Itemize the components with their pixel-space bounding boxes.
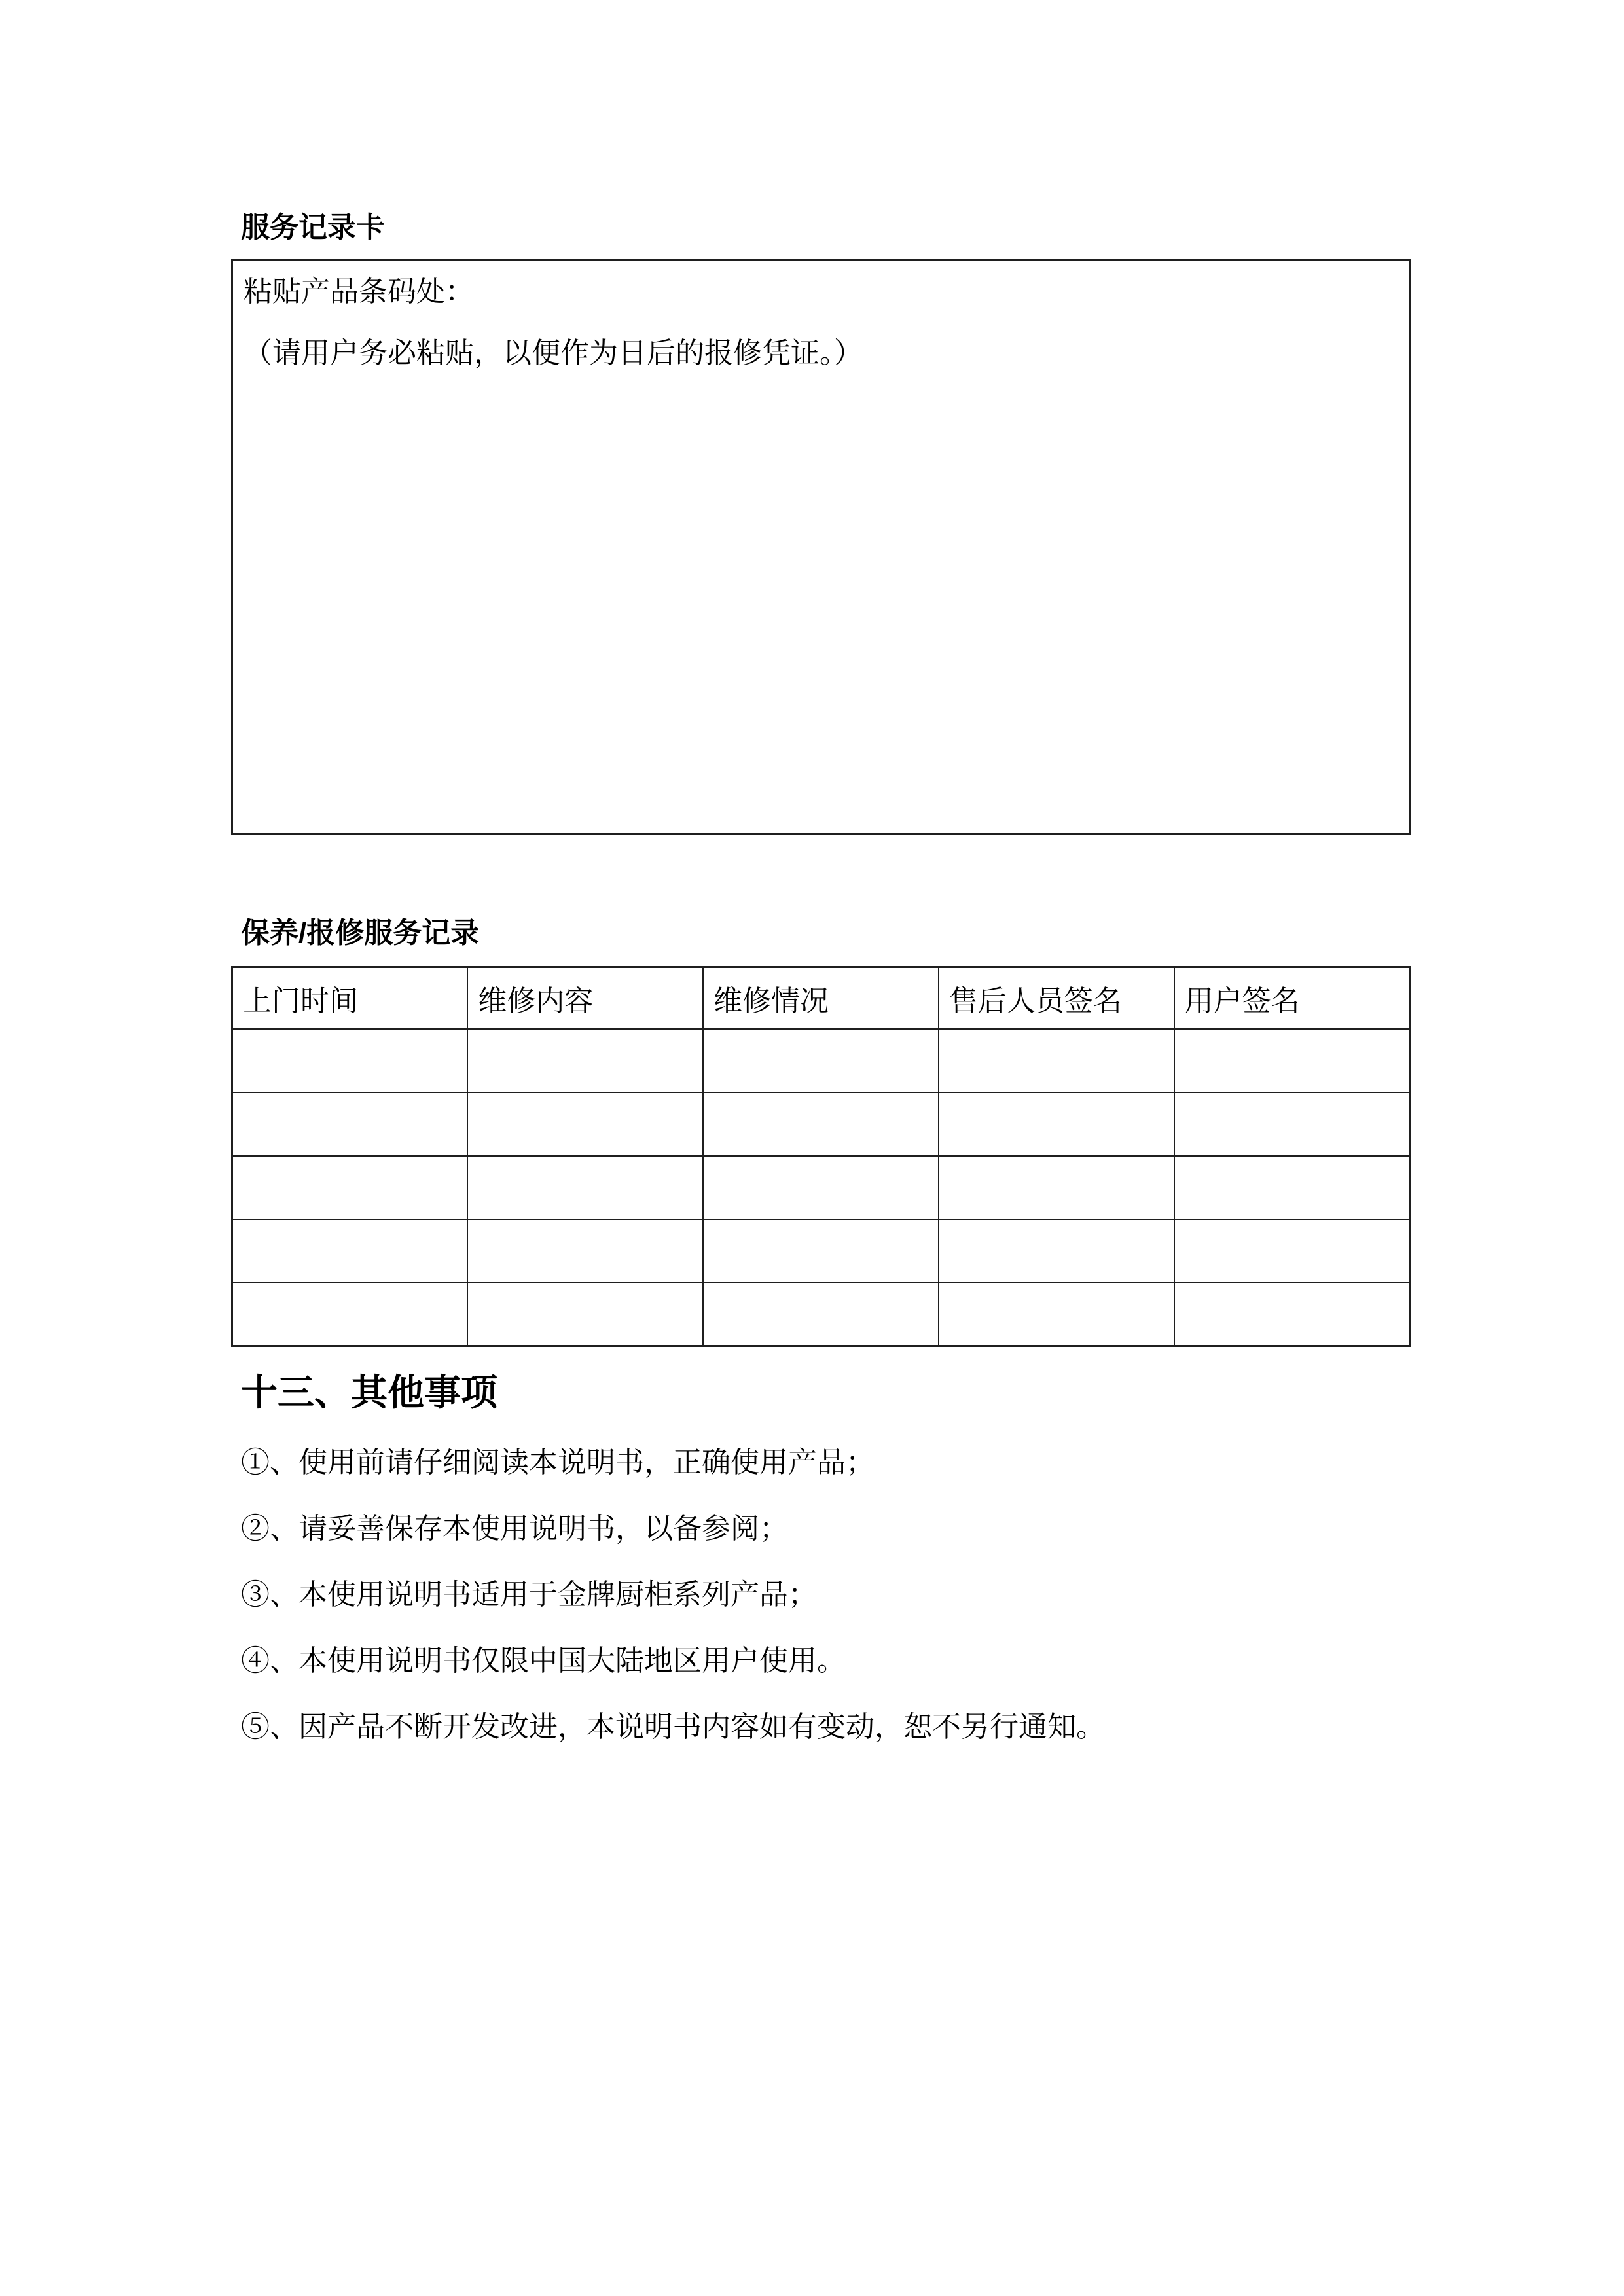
other-matters-item-2: ②、请妥善保存本使用说明书，以备参阅； <box>241 1513 788 1545</box>
empty-cell <box>703 1156 939 1219</box>
table-header-row <box>232 967 1410 1029</box>
barcode-paste-box <box>231 259 1411 835</box>
empty-cell <box>1174 1092 1410 1156</box>
empty-cell <box>232 1156 468 1219</box>
empty-cell <box>232 1219 468 1283</box>
empty-cell <box>939 1156 1174 1219</box>
empty-cell <box>1174 1156 1410 1219</box>
table-row <box>232 1219 1410 1283</box>
col-header-repair-content: 维修内容 <box>467 967 703 1029</box>
service-card-title: 服务记录卡 <box>241 211 385 243</box>
table-header <box>232 967 1410 1029</box>
other-matters-item-3: ③、本使用说明书适用于金牌厨柜系列产品； <box>241 1579 817 1611</box>
empty-cell <box>939 1283 1174 1346</box>
empty-cell <box>467 1156 703 1219</box>
table-body <box>232 1029 1410 1346</box>
empty-cell <box>467 1283 703 1346</box>
empty-cell <box>467 1029 703 1092</box>
section-title-other-matters: 十三、其他事项 <box>241 1372 497 1413</box>
empty-cell <box>467 1092 703 1156</box>
other-matters-item-5: ⑤、因产品不断开发改进，本说明书内容如有变动，恕不另行通知。 <box>241 1711 1105 1743</box>
empty-cell <box>703 1283 939 1346</box>
table-row <box>232 1156 1410 1219</box>
table-row <box>232 1283 1410 1346</box>
empty-cell <box>232 1092 468 1156</box>
col-header-visit-time: 上门时间 <box>232 967 468 1029</box>
table-row <box>232 1029 1410 1092</box>
empty-cell <box>939 1029 1174 1092</box>
service-record-title: 保养/报修服务记录 <box>241 917 480 949</box>
empty-cell <box>703 1029 939 1092</box>
other-matters-list <box>241 1448 1411 1742</box>
barcode-box-line1: 粘贴产品条码处： <box>244 276 474 308</box>
col-header-repair-status: 维修情况 <box>703 967 939 1029</box>
page-content <box>231 0 1411 1742</box>
empty-cell <box>1174 1283 1410 1346</box>
empty-cell <box>1174 1219 1410 1283</box>
empty-cell <box>703 1219 939 1283</box>
empty-cell <box>1174 1029 1410 1092</box>
empty-cell <box>939 1219 1174 1283</box>
other-matters-item-1: ①、使用前请仔细阅读本说明书，正确使用产品； <box>241 1446 875 1479</box>
empty-cell <box>703 1092 939 1156</box>
table-row <box>232 1092 1410 1156</box>
empty-cell <box>467 1219 703 1283</box>
other-matters-item-4: ④、本使用说明书仅限中国大陆地区用户使用。 <box>241 1645 846 1677</box>
empty-cell <box>939 1092 1174 1156</box>
barcode-box-line2: （请用户务必粘贴，以便作为日后的报修凭证。） <box>244 337 863 369</box>
col-header-user-signature: 用户签名 <box>1174 967 1410 1029</box>
col-header-service-staff-signature: 售后人员签名 <box>939 967 1174 1029</box>
empty-cell <box>232 1283 468 1346</box>
empty-cell <box>232 1029 468 1092</box>
service-record-table <box>231 966 1411 1347</box>
